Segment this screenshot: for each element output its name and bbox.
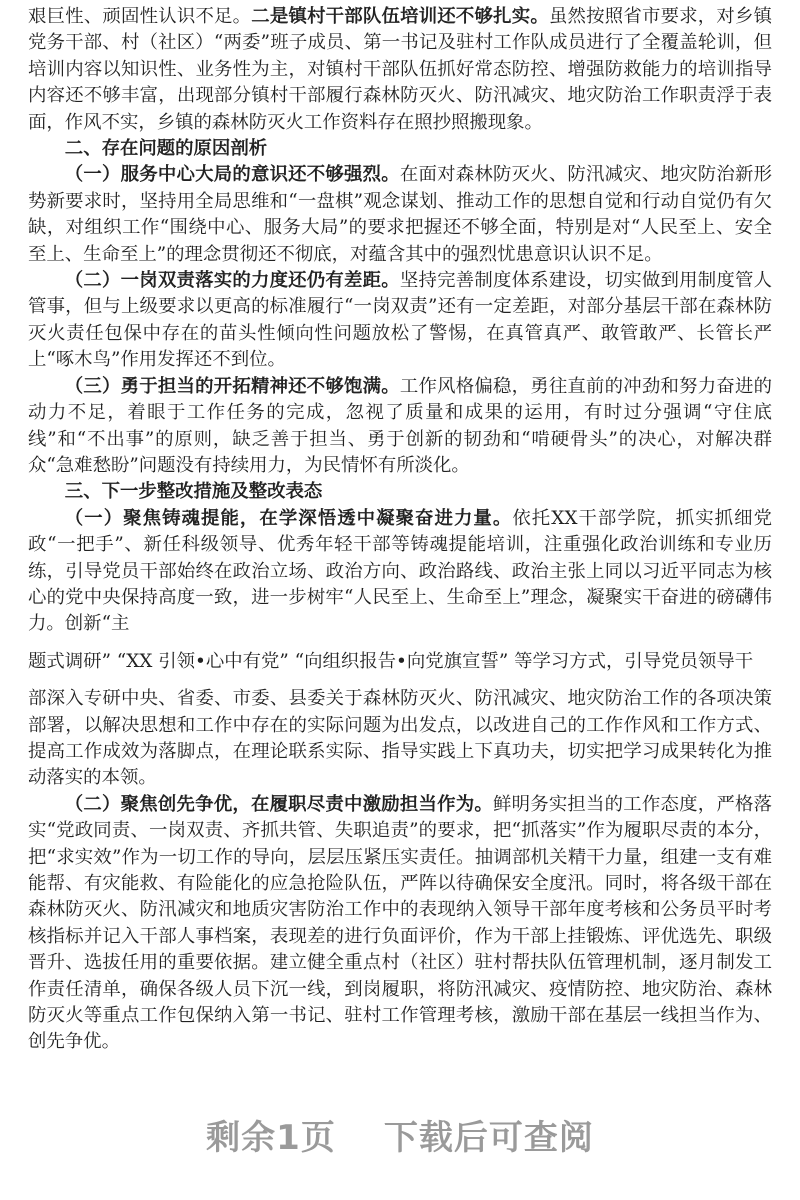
download-prompt[interactable] (0, 1116, 800, 1200)
remaining-pages-label[interactable]: 剩余1页 (206, 1117, 336, 1158)
paragraph-bold-lead: （三）勇于担当的开拓精神还不够饱满。 (64, 375, 400, 397)
paragraph-measure-2 (28, 792, 772, 1056)
paragraph-bold-lead: （一）聚焦铸魂提能，在学深悟透中凝聚奋进力量。 (64, 507, 513, 529)
paragraph-text: 依托XX干部学院，抓实抓细党政“一把手”、新任科级领导、优秀年轻干部等铸魂提能培训，注重强化政治训练和专业历练，引导党员干部始终在政治立场、政治方向、政治路线、政治主张上同以习近平同志为核心的党中央保持高度一致，进一步树牢“人民至上、生命至上”理念，凝聚实干奋进的磅礴伟力。创新“主 (28, 507, 772, 635)
paragraph-bold-lead: （二）聚焦创先争优，在履职尽责中激励担当作为。 (64, 793, 493, 815)
section-heading-measures: 三、下一步整改措施及整改表态 (64, 481, 323, 503)
paragraph-text: 在面对森林防灭火、防汛减灾、地灾防治新形势新要求时，坚持用全局思维和“一盘棋”观念谋划、推动工作的思想自觉和行动自觉仍有欠缺，对组织工作“围绕中心、服务大局”的要求把握还不够全面，特别是对“人民至上、安全至上、生命至上”的理念贯彻还不彻底，对蕴含其中的强烈忧患意识认识不足。 (28, 164, 772, 265)
paragraph-bold-lead: （二）一岗双责落实的力度还仍有差距。 (64, 270, 400, 292)
section-heading-causes: 二、存在问题的原因剖析 (64, 138, 268, 160)
paragraph-text: 鲜明务实担当的工作态度，严格落实“党政同责、一岗双责、齐抓共管、失职追责”的要求，把“抓落实”作为履职尽责的本分，把“求实效”作为一切工作的导向，层层压紧压实责任。抽调部机关精干力量，组建一支有难能帮、有灾能救、有险能化的应急抢险队伍，严阵以待确保安全度汛。同时，将各级干部在森林防灭火、防汛减灾和地质灾害防治工作中的表现纳入领导干部年度考核和公务员平时考核指标并记入干部人事档案，表现差的进行负面评价，作为干部上挂锻炼、评优选先、职级晋升、选拔任用的重要依据。建立健全重点村（社区）驻村帮扶队伍管理机制，逐月制发工作责任清单，确保各级人员下沉一线，到岗履职，将防汛减灾、疫情防控、地灾防治、森林防灭火等重点工作包保纳入第一书记、驻村工作管理考核，激励干部在基层一线担当作为、创先争优。 (28, 793, 772, 1053)
paragraph-measure-1 (28, 506, 772, 638)
paragraph-measure-1-cont-b: 部深入专研中央、省委、市委、县委关于森林防灭火、防汛减灾、地灾防治工作的各项决策部署，以解决思想和工作中存在的实际问题为出发点，以改进自己的工作作风和工作方式、提高工作成效为落脚点，在理论联系实际、指导实践上下真功夫，切实把学习成果转化为推动落实的本领。 (28, 688, 772, 789)
paragraph-text: 工作风格偏稳，勇往直前的冲劲和努力奋进的动力不足，着眼于工作任务的完成，忽视了质量和成果的运用，有时过分强调“守住底线”和“不出事”的原则，缺乏善于担当、勇于创新的韧劲和“啃硬骨头”的决心，对解决群众“急难愁盼”问题没有持续用力，为民情怀有所淡化。 (28, 375, 772, 476)
paragraph-cause-3 (28, 374, 772, 480)
paragraph-bold-lead: 二是镇村干部队伍培训还不够扎实。 (251, 6, 549, 27)
paragraph-text: 艰巨性、顽固性认识不足。 (28, 6, 252, 27)
paragraph-cause-1 (28, 162, 772, 268)
paragraph-cause-2 (28, 268, 772, 374)
paragraph-text: 虽然按照省市要求，对乡镇党务干部、村（社区）“两委”班子成员、第一书记及驻村工作队成员进行了全覆盖轮训，但培训内容以知识性、业务性为主，对镇村干部队伍抓好常态防控、增强防救能力的培训指导内容还不够丰富，出现部分镇村干部履行森林防灭火、防汛减灾、地灾防治工作职责浮于表面，作风不实，乡镇的森林防灭火工作资料存在照抄照搬现象。 (28, 6, 772, 133)
document-body (28, 0, 772, 1056)
paragraph-bold-lead: （一）服务中心大局的意识还不够强烈。 (64, 164, 400, 186)
paragraph-training-issue (28, 4, 772, 136)
download-to-view-label[interactable]: 下载后可查阅 (383, 1117, 594, 1158)
paragraph-text: 坚持完善制度体系建设，切实做到用制度管人管事，但与上级要求以更高的标准履行“一岗双责”还有一定差距，对部分基层干部在森林防灭火责任包保中存在的苗头性倾向性问题放松了警惕，在真管真严、敢管敢严、长管长严上“啄木鸟”作用发挥还不到位。 (28, 270, 772, 371)
paragraph-measure-1-cont-a: 题式调研” “XX 引领•心中有党” “向组织报告•向党旗宣誓” 等学习方式，引导党员领导干 (28, 650, 754, 672)
